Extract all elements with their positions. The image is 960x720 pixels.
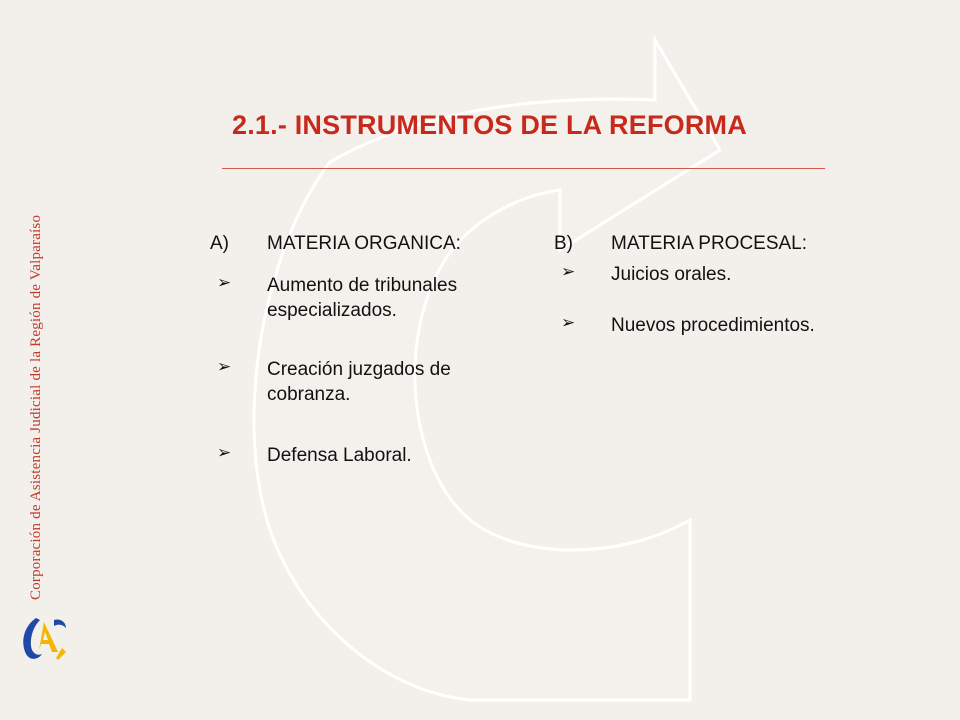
column-header	[210, 233, 530, 255]
column-letter: B)	[554, 233, 573, 254]
arrow-bullet-icon: ➢	[561, 313, 576, 332]
column-materia-organica	[210, 233, 530, 255]
page-title: 2.1.- INSTRUMENTOS DE LA REFORMA	[232, 110, 747, 140]
arrow-bullet-icon: ➢	[561, 262, 576, 281]
list-item-text: Creación juzgados de cobranza.	[267, 359, 451, 405]
arrow-bullet-icon: ➢	[217, 273, 232, 292]
column-letter: A)	[210, 233, 229, 254]
column-materia-procesal	[554, 233, 894, 255]
list-item-text: Juicios orales.	[611, 264, 732, 285]
column-heading: MATERIA ORGANICA:	[267, 233, 461, 254]
title-underline	[222, 168, 825, 169]
arrow-bullet-icon: ➢	[217, 357, 232, 376]
cajv-logo-icon	[14, 612, 74, 664]
column-heading: MATERIA PROCESAL:	[611, 233, 808, 254]
side-caption: Corporación de Asistencia Judicial de la Región de Valparaíso	[28, 214, 44, 600]
list-item-text: Defensa Laboral.	[267, 445, 412, 466]
column-header	[554, 233, 894, 255]
list-item-text: Nuevos procedimientos.	[611, 315, 815, 336]
list-item-text: Aumento de tribunales especializados.	[267, 275, 458, 321]
arrow-bullet-icon: ➢	[217, 443, 232, 462]
